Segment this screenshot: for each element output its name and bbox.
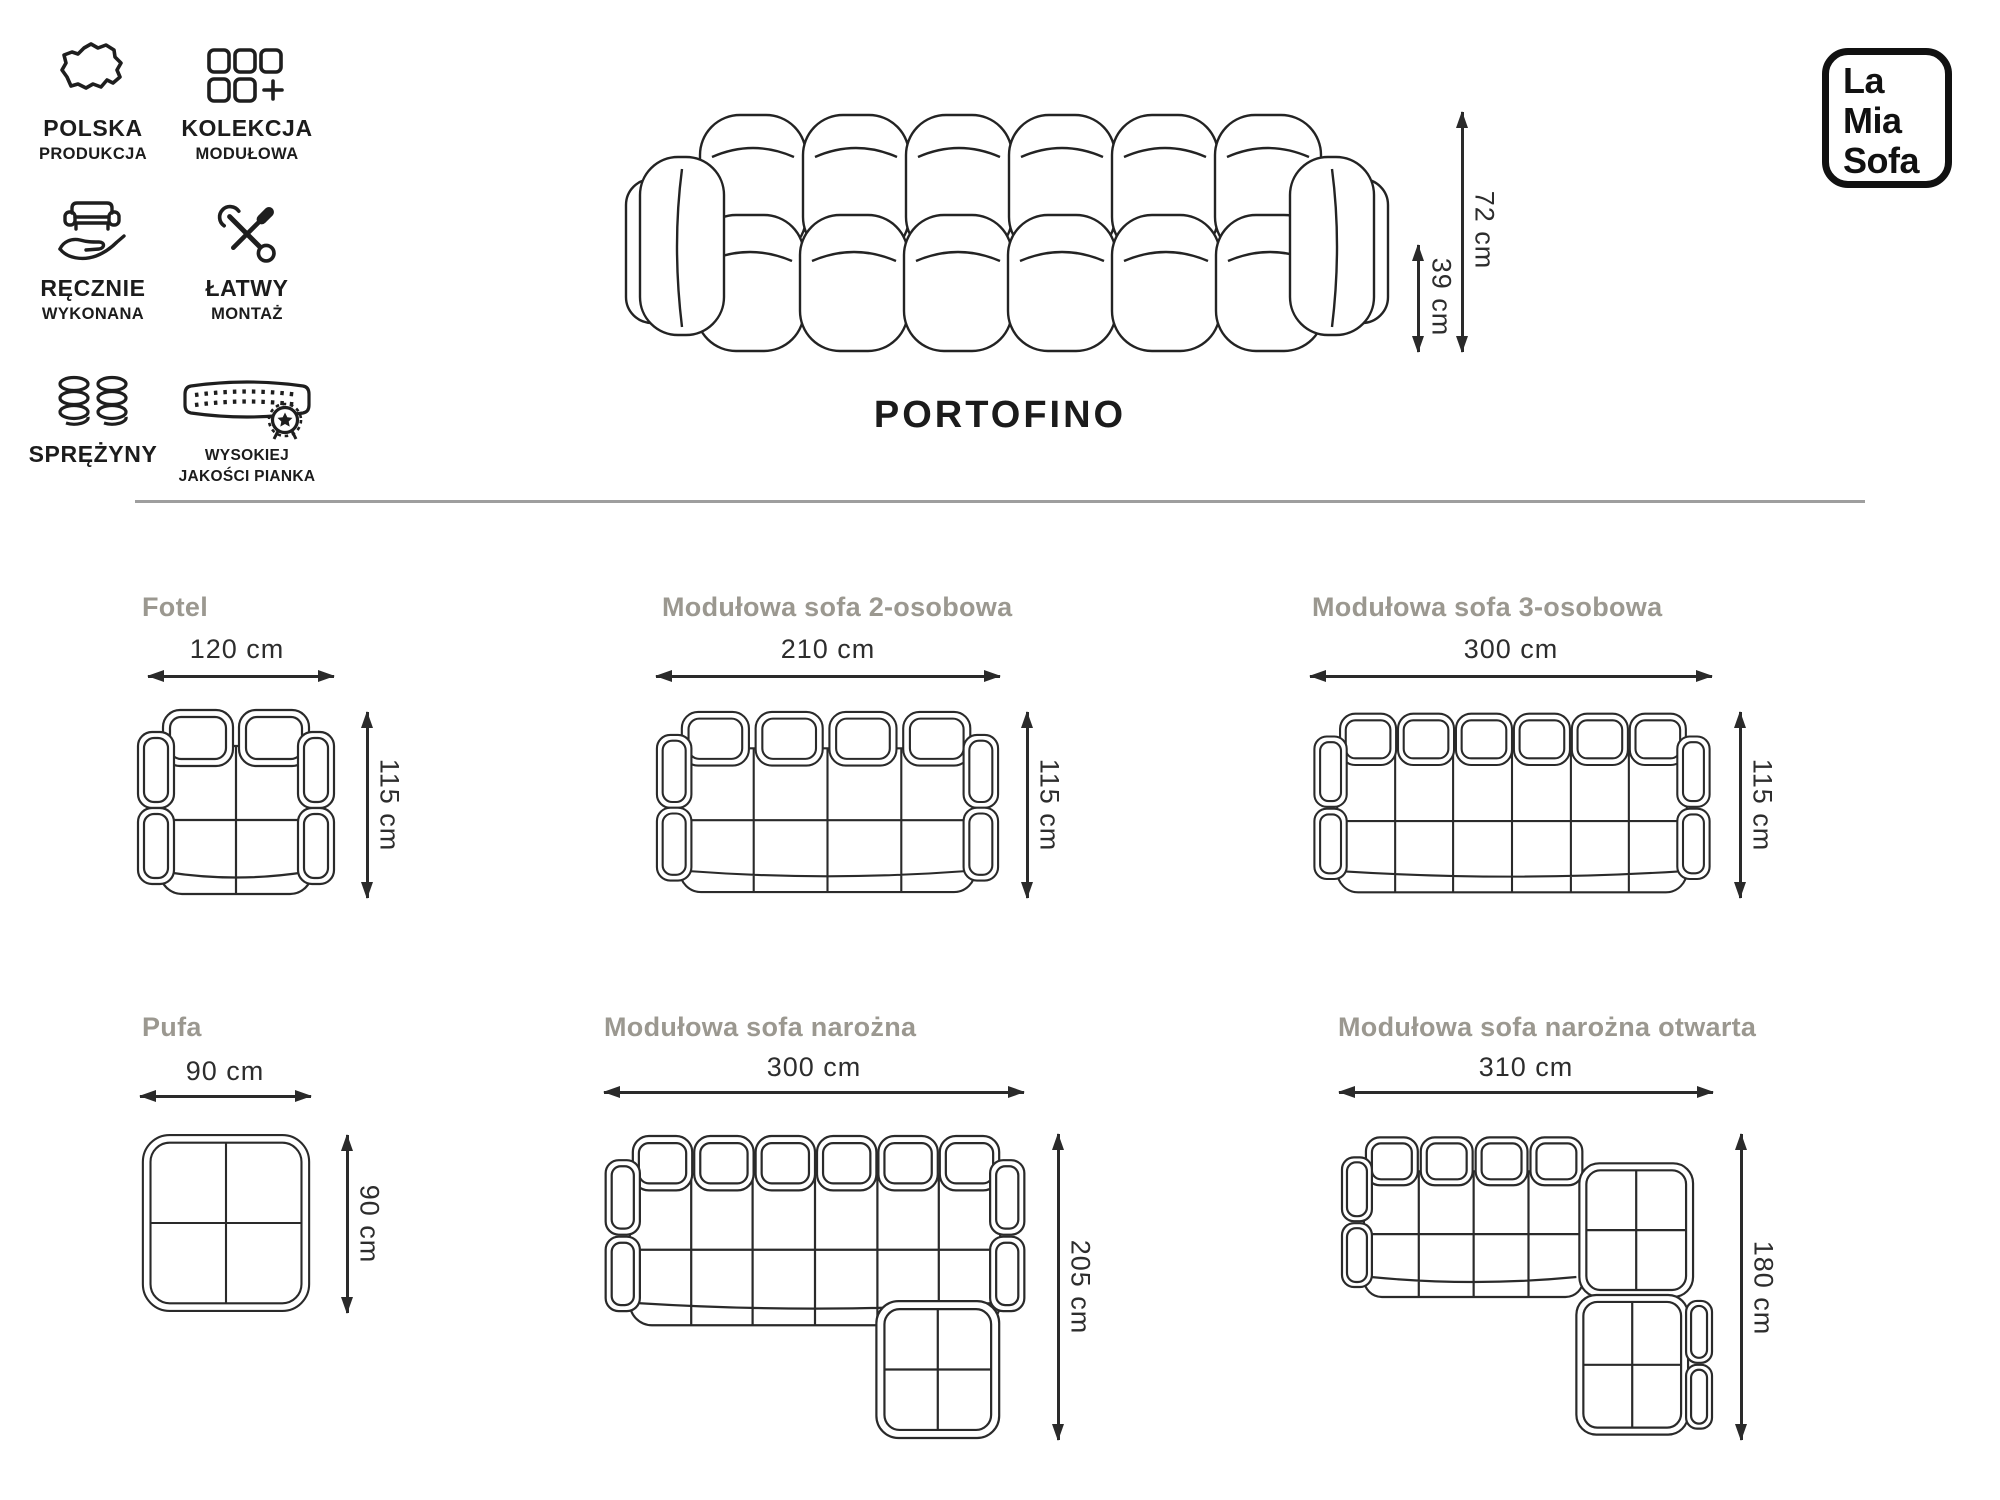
pufa-width-label: 90 cm: [185, 1056, 265, 1086]
divider: [135, 500, 1865, 503]
feature-polska-produkcja: [3, 42, 183, 164]
logo-line-1: La: [1843, 60, 1885, 101]
total-height-arrow: [1461, 112, 1464, 352]
variant-otwarta-name: Modułowa sofa narożna otwarta: [1338, 1012, 1757, 1042]
narozna-depth-arrow: [1057, 1134, 1060, 1440]
narozna-depth-label: 205 cm: [1065, 1239, 1096, 1335]
modular-collection-icon: [207, 48, 287, 106]
fotel-depth-label: 115 cm: [374, 758, 405, 852]
sofa3-top-view-drawing: [1312, 708, 1712, 898]
fotel-depth-arrow: [366, 712, 369, 898]
feature-kolekcja-modulowa: [157, 48, 337, 164]
otwarta-depth-arrow: [1740, 1134, 1743, 1440]
feature-sprezyny: [3, 374, 183, 471]
pufa-depth-arrow: [346, 1135, 349, 1313]
page-title: PORTOFINO: [873, 394, 1127, 436]
poland-map-icon: [58, 42, 128, 106]
feature-recznie-wykonana: [3, 198, 183, 324]
otwarta-depth-label: 180 cm: [1748, 1240, 1779, 1336]
sofa2-depth-label: 115 cm: [1034, 758, 1065, 852]
sofa2-top-view-drawing: [655, 706, 1000, 898]
sofa-front-view-drawing: [622, 105, 1392, 355]
otwarta-width-arrow: [1339, 1091, 1713, 1094]
fotel-width-arrow: [148, 675, 334, 678]
sofa2-width-arrow: [656, 675, 1000, 678]
variant-fotel-name: Fotel: [142, 592, 208, 622]
la-mia-sofa-logo: [1822, 48, 1952, 188]
narozna-width-label: 300 cm: [766, 1052, 862, 1082]
total-height-label: 72 cm: [1469, 190, 1500, 270]
otwarta-top-view-drawing: [1340, 1133, 1714, 1443]
narozna-width-arrow: [604, 1091, 1024, 1094]
springs-icon: [55, 374, 131, 432]
sofa3-width-label: 300 cm: [1463, 634, 1559, 664]
fotel-width-label: 120 cm: [189, 634, 285, 664]
sofa2-width-label: 210 cm: [780, 634, 876, 664]
seat-height-label: 39 cm: [1426, 257, 1457, 337]
feature-title: POLSKA: [43, 115, 143, 141]
handmade-icon: [54, 198, 132, 266]
feature-subtitle: WYKONANA: [41, 305, 145, 323]
pufa-depth-label: 90 cm: [354, 1184, 385, 1264]
sofa3-depth-label: 115 cm: [1747, 758, 1778, 852]
feature-title: SPRĘŻYNY: [28, 441, 158, 467]
feature-title: RĘCZNIE: [40, 275, 146, 301]
feature-title: KOLEKCJA: [181, 115, 313, 141]
variant-narozna-name: Modułowa sofa narożna: [604, 1012, 917, 1042]
feature-title: ŁATWY: [205, 275, 289, 301]
logo-line-3: Sofa: [1843, 139, 1920, 181]
feature-latwy-montaz: [157, 202, 337, 324]
foam-quality-icon: [181, 376, 313, 440]
fotel-top-view-drawing: [136, 706, 336, 898]
logo-line-2: Mia: [1843, 99, 1902, 141]
feature-subtitle: MODUŁOWA: [195, 145, 299, 163]
feature-wysokiej-jakosci-pianka: [157, 376, 337, 486]
otwarta-width-label: 310 cm: [1478, 1052, 1574, 1082]
pufa-top-view-drawing: [140, 1132, 312, 1314]
sofa3-depth-arrow: [1739, 712, 1742, 898]
variant-sofa2-name: Modułowa sofa 2-osobowa: [662, 592, 1013, 622]
feature-subtitle: MONTAŻ: [211, 305, 283, 323]
feature-subtitle: PRODUKCJA: [38, 145, 148, 163]
variant-sofa3-name: Modułowa sofa 3-osobowa: [1312, 592, 1663, 622]
sofa3-width-arrow: [1310, 675, 1712, 678]
sofa2-depth-arrow: [1026, 712, 1029, 898]
seat-height-arrow: [1417, 245, 1420, 352]
pufa-width-arrow: [140, 1095, 311, 1098]
variant-pufa-name: Pufa: [142, 1012, 202, 1042]
feature-title: WYSOKIEJ: [204, 447, 290, 464]
narozna-top-view-drawing: [603, 1130, 1027, 1442]
feature-subtitle: JAKOŚCI PIANKA: [178, 468, 316, 485]
easy-assembly-icon: [215, 202, 279, 266]
